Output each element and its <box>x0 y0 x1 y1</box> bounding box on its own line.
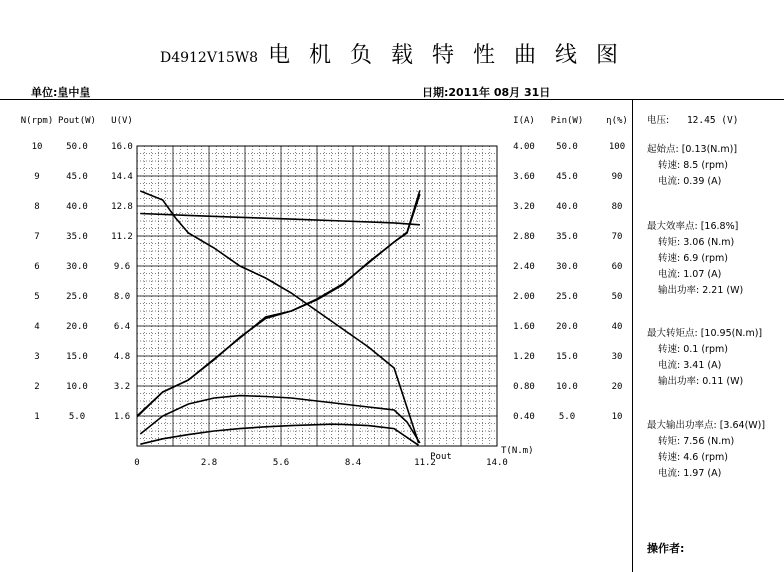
voltage-value: 12.45 (V) <box>686 115 739 126</box>
y-tick-label: 30.0 <box>66 262 88 272</box>
y-tick-label: 40.0 <box>556 202 578 212</box>
y-tick-label: 0.80 <box>513 382 535 392</box>
y-tick-label: 100 <box>608 142 626 152</box>
y-tick-label: 20.0 <box>556 322 578 332</box>
section-row: 转速: 6.9 (rpm) <box>658 253 728 264</box>
y-tick-label: 16.0 <box>111 142 133 152</box>
axis-header: I(A) <box>513 116 535 126</box>
y-tick-label: 5 <box>34 292 40 302</box>
y-tick-label: 35.0 <box>556 232 578 242</box>
y-tick-label: 2.00 <box>513 292 535 302</box>
y-tick-label: 50 <box>611 292 623 302</box>
max-torque-section <box>647 326 762 390</box>
y-tick-label: 3 <box>34 352 40 362</box>
date-label: 日期: <box>422 86 449 99</box>
section-row: 输出功率: 0.11 (W) <box>658 376 744 387</box>
axis-header: Pin(W) <box>550 116 584 126</box>
y-tick-label: 8.0 <box>113 292 131 302</box>
y-tick-label: 2 <box>34 382 40 392</box>
section-title: 最大效率点: [16.8%] <box>647 221 739 232</box>
series-u-line <box>140 214 420 225</box>
load-characteristic-chart <box>0 100 632 472</box>
x-tick-label: 5.6 <box>272 458 290 468</box>
y-tick-label: 3.2 <box>113 382 131 392</box>
series-n-line <box>140 191 418 443</box>
axis-header: U(V) <box>111 116 133 126</box>
motor-model: D4912V15W8 <box>159 50 259 66</box>
section-row: 转矩: 7.56 (N.m) <box>658 436 735 447</box>
y-tick-label: 60 <box>611 262 623 272</box>
section-title: 最大转矩点: [10.95(N.m)] <box>647 328 763 339</box>
y-tick-label: 5.0 <box>68 412 86 422</box>
y-tick-label: 4 <box>34 322 40 332</box>
y-tick-label: 8 <box>34 202 40 212</box>
section-row: 电流: 3.41 (A) <box>658 360 722 371</box>
y-tick-label: 2.40 <box>513 262 535 272</box>
section-row: 电流: 0.39 (A) <box>658 176 722 187</box>
axis-header: η(%) <box>606 116 628 126</box>
y-tick-label: 11.2 <box>111 232 133 242</box>
y-tick-label: 10.0 <box>66 382 88 392</box>
y-tick-label: 20 <box>611 382 623 392</box>
voltage-label: 电压: <box>647 115 670 126</box>
y-tick-label: 30.0 <box>556 262 578 272</box>
series-label-pout: Pout <box>430 452 452 462</box>
y-tick-label: 3.20 <box>513 202 535 212</box>
unit-field <box>31 84 90 100</box>
y-tick-label: 70 <box>611 232 623 242</box>
y-tick-label: 6 <box>34 262 40 272</box>
section-row: 转速: 8.5 (rpm) <box>658 160 728 171</box>
x-tick-label: 11.2 <box>414 458 436 468</box>
y-tick-label: 4.8 <box>113 352 131 362</box>
chart-title <box>0 38 784 69</box>
unit-value: 皇中皇 <box>57 86 91 99</box>
y-tick-label: 90 <box>611 172 623 182</box>
y-tick-label: 10 <box>611 412 623 422</box>
y-tick-label: 40 <box>611 322 623 332</box>
max-output-section <box>647 418 765 482</box>
y-tick-label: 4.00 <box>513 142 535 152</box>
y-tick-label: 15.0 <box>556 352 578 362</box>
series-p1-line <box>137 194 420 416</box>
y-tick-label: 35.0 <box>66 232 88 242</box>
section-row: 输出功率: 2.21 (W) <box>658 285 744 296</box>
x-axis-label: T(N.m) <box>501 446 534 456</box>
section-row: 转矩: 3.06 (N.m) <box>658 237 735 248</box>
y-tick-label: 45.0 <box>66 172 88 182</box>
y-tick-label: 14.4 <box>111 172 133 182</box>
title-text: 电 机 负 载 特 性 曲 线 图 <box>268 43 625 68</box>
series-pout-line <box>140 424 418 445</box>
y-tick-label: 9 <box>34 172 40 182</box>
x-tick-label: 14.0 <box>486 458 508 468</box>
voltage-info <box>647 113 738 129</box>
y-tick-label: 1.20 <box>513 352 535 362</box>
y-tick-label: 15.0 <box>66 352 88 362</box>
y-tick-label: 50.0 <box>556 142 578 152</box>
y-tick-label: 80 <box>611 202 623 212</box>
y-tick-label: 1.6 <box>113 412 131 422</box>
y-tick-label: 20.0 <box>66 322 88 332</box>
y-tick-label: 12.8 <box>111 202 133 212</box>
y-tick-label: 2.80 <box>513 232 535 242</box>
x-tick-label: 8.4 <box>344 458 362 468</box>
y-tick-label: 10 <box>31 142 43 152</box>
axis-header: N(rpm) <box>20 116 54 126</box>
y-tick-label: 40.0 <box>66 202 88 212</box>
y-tick-label: 7 <box>34 232 40 242</box>
y-tick-label: 10.0 <box>556 382 578 392</box>
y-tick-label: 1.60 <box>513 322 535 332</box>
x-tick-label: 2.8 <box>200 458 218 468</box>
unit-label: 单位: <box>31 86 58 99</box>
y-tick-label: 50.0 <box>66 142 88 152</box>
y-tick-label: 6.4 <box>113 322 131 332</box>
panel-divider <box>632 99 633 572</box>
date-field <box>422 84 550 100</box>
section-row: 转速: 4.6 (rpm) <box>658 452 728 463</box>
y-tick-label: 1 <box>34 412 40 422</box>
y-tick-label: 25.0 <box>66 292 88 302</box>
y-tick-label: 45.0 <box>556 172 578 182</box>
y-tick-label: 5.0 <box>558 412 576 422</box>
date-value: 2011年 08月 31日 <box>448 86 551 99</box>
section-title: 最大输出功率点: [3.64(W)] <box>647 420 766 431</box>
start-point-section <box>647 142 737 190</box>
y-tick-label: 0.40 <box>513 412 535 422</box>
section-title: 起始点: [0.13(N.m)] <box>647 144 738 155</box>
operator-label: 操作者: <box>647 542 685 555</box>
y-tick-label: 25.0 <box>556 292 578 302</box>
section-row: 转速: 0.1 (rpm) <box>658 344 728 355</box>
axis-header: Pout(W) <box>58 116 96 126</box>
y-tick-label: 30 <box>611 352 623 362</box>
x-tick-label: 0 <box>134 458 140 468</box>
section-row: 电流: 1.97 (A) <box>658 468 722 479</box>
y-tick-label: 9.6 <box>113 262 131 272</box>
max-efficiency-section <box>647 219 743 299</box>
y-tick-label: 3.60 <box>513 172 535 182</box>
section-row: 电流: 1.07 (A) <box>658 269 722 280</box>
